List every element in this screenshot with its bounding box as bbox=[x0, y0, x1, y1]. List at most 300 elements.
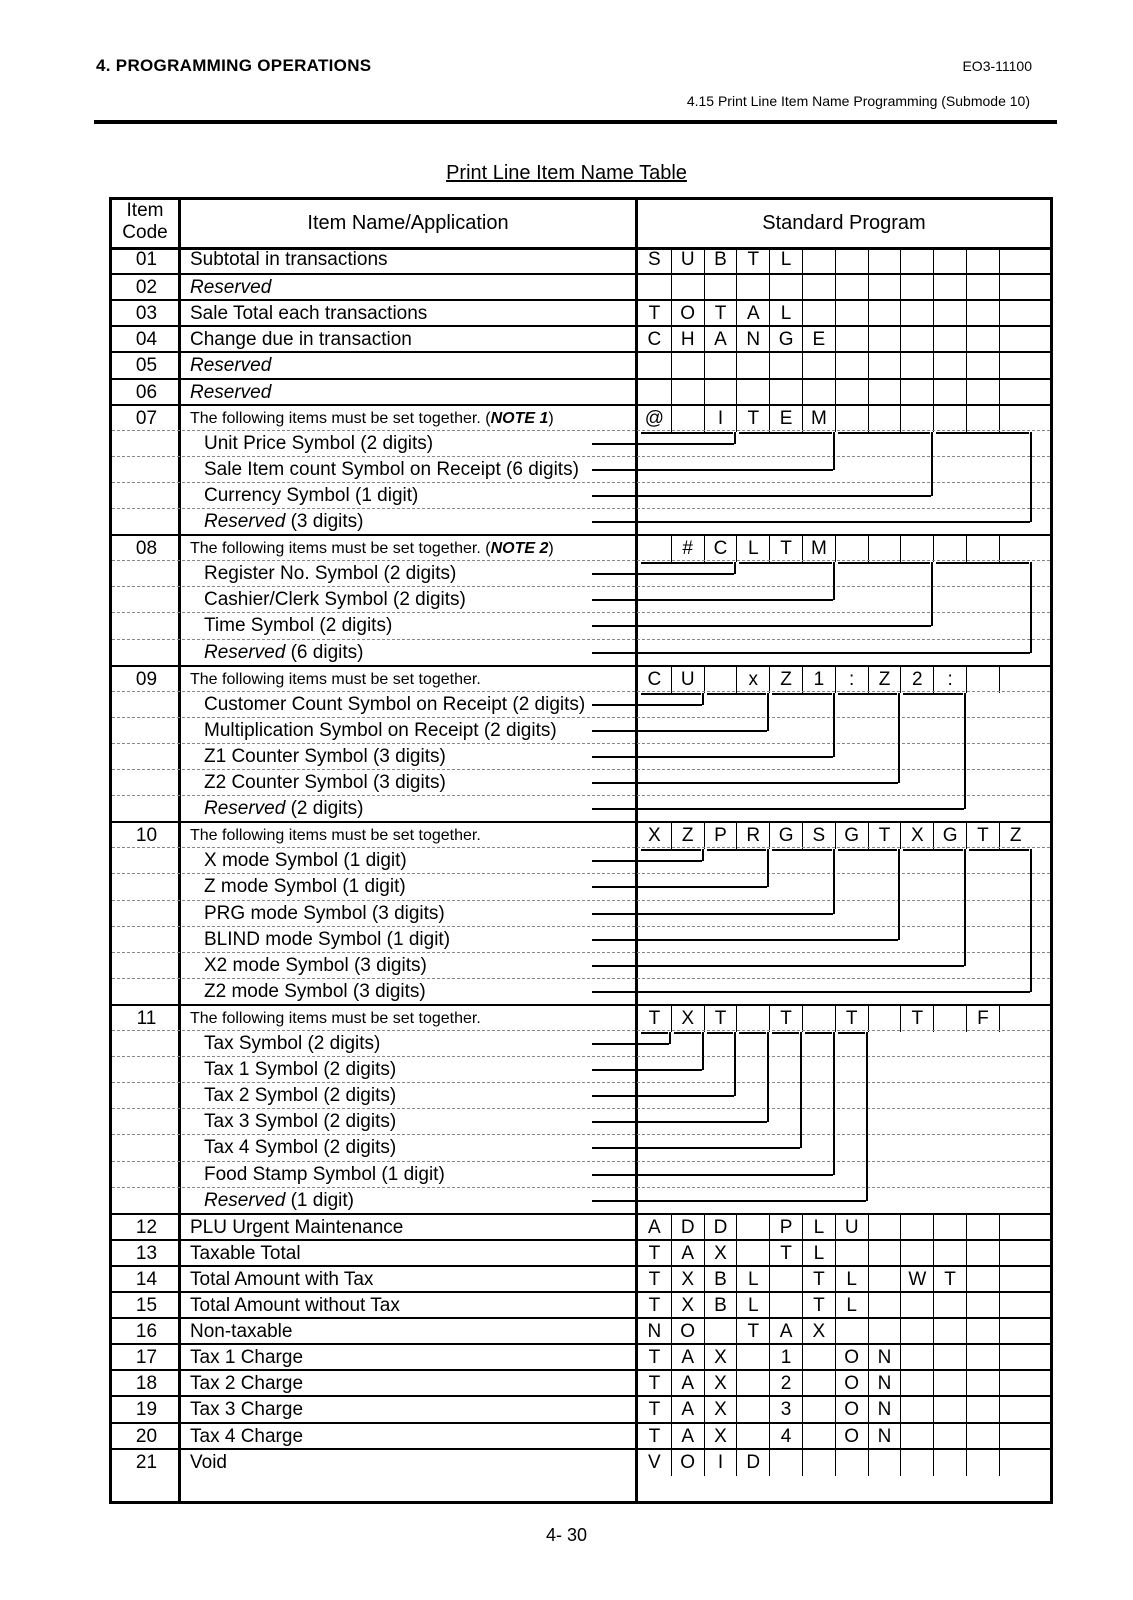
bracket-riser bbox=[833, 1032, 835, 1175]
program-cell: I bbox=[704, 406, 737, 432]
program-cell bbox=[900, 406, 933, 432]
bracket-line bbox=[592, 443, 734, 445]
table-row bbox=[112, 1343, 1050, 1371]
program-cell bbox=[835, 380, 868, 406]
table-row bbox=[112, 1004, 1050, 1032]
table-caption-text: Print Line Item Name Table bbox=[446, 162, 687, 184]
sub-item-row bbox=[112, 1108, 1050, 1135]
program-cell bbox=[802, 1424, 835, 1450]
table-row bbox=[112, 1265, 1050, 1293]
program-cell: T bbox=[769, 536, 802, 562]
program-cell: N bbox=[868, 1424, 901, 1450]
item-code: 03 bbox=[135, 303, 158, 325]
program-cell bbox=[900, 327, 933, 353]
table-row bbox=[112, 299, 1050, 327]
program-cell bbox=[671, 406, 704, 432]
program-cell: I bbox=[704, 1450, 737, 1476]
program-cell bbox=[638, 275, 671, 301]
program-cell: M bbox=[802, 536, 835, 562]
bracket-tick bbox=[936, 562, 1028, 564]
item-name: Void bbox=[190, 1451, 227, 1473]
program-cell bbox=[704, 275, 737, 301]
program-cell bbox=[966, 1397, 999, 1423]
program-cell bbox=[802, 1450, 835, 1476]
item-name: Tax 1 Charge bbox=[190, 1347, 304, 1369]
program-cell bbox=[933, 1424, 966, 1450]
program-cell bbox=[999, 353, 1032, 379]
program-cell bbox=[900, 1215, 933, 1241]
program-cell bbox=[868, 1450, 901, 1476]
program-cell: Z bbox=[671, 823, 704, 849]
sub-item-name: Currency Symbol (1 digit) bbox=[204, 484, 419, 506]
bracket-tick bbox=[641, 432, 733, 434]
item-name bbox=[190, 536, 554, 562]
sub-item-name: Z1 Counter Symbol (3 digits) bbox=[204, 745, 446, 767]
program-cell: T bbox=[704, 1006, 737, 1032]
program-cell: : bbox=[933, 667, 966, 693]
reserved-digits: (6 digits) bbox=[285, 641, 364, 663]
program-cell bbox=[769, 275, 802, 301]
bracket-line bbox=[592, 1095, 734, 1097]
item-code: 06 bbox=[135, 381, 158, 403]
bracket-line bbox=[592, 704, 702, 706]
program-cell bbox=[736, 1424, 769, 1450]
program-cell bbox=[966, 406, 999, 432]
bracket-line bbox=[592, 860, 702, 862]
item-code: 17 bbox=[135, 1347, 158, 1369]
program-cell bbox=[868, 301, 901, 327]
program-cell: T bbox=[769, 1241, 802, 1267]
program-cell bbox=[868, 353, 901, 379]
program-cell: L bbox=[769, 301, 802, 327]
bracket-riser bbox=[734, 1032, 736, 1096]
program-cell bbox=[933, 1215, 966, 1241]
program-cell: O bbox=[835, 1345, 868, 1371]
program-cell bbox=[933, 1450, 966, 1476]
header-item-name: Item Name/Application bbox=[307, 212, 509, 234]
page-number: 4- 30 bbox=[545, 1525, 588, 1545]
program-cell: X bbox=[671, 1006, 704, 1032]
bracket-riser bbox=[931, 562, 933, 626]
program-cell: W bbox=[900, 1267, 933, 1293]
program-cell bbox=[900, 1371, 933, 1397]
program-cell: X bbox=[900, 823, 933, 849]
item-name: Subtotal in transactions bbox=[190, 249, 388, 270]
program-cell bbox=[999, 380, 1032, 406]
sub-item-row bbox=[112, 769, 1050, 796]
item-code: 12 bbox=[135, 1216, 158, 1238]
item-name: Tax 2 Charge bbox=[190, 1373, 304, 1395]
program-cell bbox=[933, 301, 966, 327]
program-cell: L bbox=[736, 536, 769, 562]
program-cell: N bbox=[868, 1345, 901, 1371]
subsection-heading: 4.15 Print Line Item Name Programming (Submode 10) bbox=[686, 93, 1030, 109]
bracket-riser bbox=[931, 432, 933, 496]
program-cell: 1 bbox=[802, 667, 835, 693]
program-cell: Z bbox=[868, 667, 901, 693]
program-cell bbox=[933, 1006, 966, 1032]
program-cell: A bbox=[671, 1424, 704, 1450]
sub-item-name: Sale Item count Symbol on Receipt (6 digits) bbox=[204, 458, 579, 480]
bracket-line bbox=[592, 991, 1030, 993]
program-cell: A bbox=[736, 301, 769, 327]
program-cell bbox=[900, 301, 933, 327]
bracket-line bbox=[592, 756, 833, 758]
bracket-line bbox=[592, 808, 964, 810]
sub-item-name: Customer Count Symbol on Receipt (2 digits) bbox=[204, 693, 586, 715]
program-cell: Z bbox=[769, 667, 802, 693]
program-cell: T bbox=[900, 1006, 933, 1032]
program-cell bbox=[999, 275, 1032, 301]
program-cell bbox=[999, 1006, 1032, 1032]
program-cell bbox=[999, 1345, 1032, 1371]
program-cell bbox=[966, 1215, 999, 1241]
program-cell: O bbox=[835, 1397, 868, 1423]
program-cell bbox=[999, 667, 1032, 693]
bracket-riser bbox=[898, 849, 900, 939]
bracket-riser bbox=[767, 1032, 769, 1122]
bracket-line bbox=[592, 1200, 866, 1202]
bracket-tick bbox=[903, 693, 963, 695]
program-cell bbox=[638, 353, 671, 379]
program-cell bbox=[966, 1345, 999, 1371]
program-cell: D bbox=[704, 1215, 737, 1241]
program-cell bbox=[933, 406, 966, 432]
program-cell bbox=[966, 1424, 999, 1450]
bracket-riser bbox=[702, 849, 704, 861]
sub-item-name: Z2 Counter Symbol (3 digits) bbox=[204, 772, 446, 793]
program-cell bbox=[999, 1267, 1032, 1293]
program-cell bbox=[736, 1397, 769, 1423]
program-cell: T bbox=[648, 1373, 661, 1395]
program-cell bbox=[868, 1215, 901, 1241]
sub-item-name bbox=[204, 509, 363, 535]
program-cell: G bbox=[835, 823, 868, 849]
program-cell: D bbox=[671, 1215, 704, 1241]
item-name: Non-taxable bbox=[190, 1321, 293, 1343]
program-cell: T bbox=[648, 1295, 661, 1316]
bracket-line bbox=[592, 495, 931, 497]
bracket-riser bbox=[767, 849, 769, 887]
program-cell: # bbox=[671, 536, 704, 562]
sub-item-name: Tax Symbol (2 digits) bbox=[204, 1033, 381, 1054]
program-cell bbox=[933, 1293, 966, 1319]
bracket-riser bbox=[767, 693, 769, 731]
program-cell bbox=[999, 1397, 1032, 1423]
item-code: 13 bbox=[135, 1242, 158, 1264]
bracket-tick bbox=[674, 1032, 701, 1034]
item-name: Reserved bbox=[190, 277, 272, 299]
program-cell bbox=[999, 1241, 1032, 1267]
program-cell bbox=[966, 275, 999, 301]
bracket-line bbox=[592, 886, 767, 888]
bracket-line bbox=[592, 1043, 669, 1045]
bracket-tick bbox=[641, 562, 733, 564]
sub-item-row bbox=[112, 1187, 1050, 1214]
program-cell bbox=[933, 275, 966, 301]
sub-item-name: Tax 1 Symbol (2 digits) bbox=[204, 1059, 397, 1081]
item-code: 08 bbox=[135, 538, 158, 560]
table-row bbox=[112, 351, 1050, 379]
program-cell: G bbox=[769, 823, 802, 849]
bracket-line bbox=[592, 1069, 702, 1071]
program-cell: 2 bbox=[900, 667, 933, 693]
reserved-label: Reserved bbox=[204, 641, 286, 663]
program-cell: : bbox=[835, 667, 868, 693]
sub-item-name: PRG mode Symbol (3 digits) bbox=[204, 902, 445, 924]
program-cell: L bbox=[769, 247, 802, 273]
sub-item-name bbox=[204, 640, 363, 666]
bracket-line bbox=[592, 913, 833, 915]
program-cell bbox=[999, 1293, 1032, 1319]
program-cell: T bbox=[736, 247, 769, 273]
bracket-riser bbox=[702, 693, 704, 705]
program-cell: B bbox=[704, 247, 737, 273]
sub-item-name: Register No. Symbol (2 digits) bbox=[204, 563, 457, 585]
program-cell bbox=[802, 1345, 835, 1371]
item-name: PLU Urgent Maintenance bbox=[190, 1216, 404, 1238]
program-cell bbox=[966, 667, 999, 693]
program-cell bbox=[769, 353, 802, 379]
program-cell bbox=[868, 275, 901, 301]
item-name: Sale Total each transactions bbox=[190, 303, 428, 325]
program-cell: X bbox=[648, 825, 661, 847]
item-name-text: ) bbox=[548, 540, 554, 558]
program-cell: 3 bbox=[769, 1397, 802, 1423]
program-cell bbox=[966, 1241, 999, 1267]
program-cell bbox=[966, 380, 999, 406]
program-cell: T bbox=[648, 1399, 661, 1421]
bracket-riser bbox=[964, 693, 966, 809]
program-cell: U bbox=[835, 1215, 868, 1241]
program-cell bbox=[999, 247, 1032, 273]
sub-item-row bbox=[112, 873, 1050, 900]
item-code: 07 bbox=[135, 407, 158, 429]
program-cell bbox=[999, 301, 1032, 327]
program-cell: O bbox=[835, 1424, 868, 1450]
program-cell: S bbox=[648, 249, 661, 270]
program-cell bbox=[933, 536, 966, 562]
program-cell bbox=[704, 380, 737, 406]
bracket-tick bbox=[903, 849, 963, 851]
program-cell: A bbox=[671, 1371, 704, 1397]
program-cell: P bbox=[704, 823, 737, 849]
item-code: 09 bbox=[135, 668, 158, 690]
program-cell bbox=[966, 1267, 999, 1293]
item-name: Tax 3 Charge bbox=[190, 1399, 304, 1421]
item-name: Tax 4 Charge bbox=[190, 1425, 304, 1447]
bracket-tick bbox=[936, 432, 1028, 434]
program-cell: C bbox=[704, 536, 737, 562]
bracket-tick bbox=[838, 693, 898, 695]
program-cell bbox=[769, 1293, 802, 1319]
program-cell: U bbox=[671, 247, 704, 273]
program-cell: S bbox=[802, 823, 835, 849]
program-cell bbox=[802, 247, 835, 273]
program-cell bbox=[835, 353, 868, 379]
program-cell: A bbox=[671, 1345, 704, 1371]
program-cell: T bbox=[868, 823, 901, 849]
program-cell: A bbox=[671, 1397, 704, 1423]
program-cell bbox=[868, 1241, 901, 1267]
bracket-line bbox=[592, 521, 1030, 523]
sub-item-name: Tax 4 Symbol (2 digits) bbox=[204, 1137, 397, 1159]
program-cell: C bbox=[647, 668, 662, 690]
program-cell bbox=[900, 1424, 933, 1450]
program-cell bbox=[999, 536, 1032, 562]
program-cell bbox=[999, 327, 1032, 353]
item-name bbox=[190, 406, 554, 432]
program-cell: G bbox=[769, 327, 802, 353]
program-cell bbox=[900, 1345, 933, 1371]
program-cell: A bbox=[704, 327, 737, 353]
program-cell: L bbox=[736, 1293, 769, 1319]
program-cell bbox=[638, 536, 671, 562]
program-cell bbox=[835, 1241, 868, 1267]
item-code: 16 bbox=[135, 1321, 158, 1343]
item-code: 21 bbox=[135, 1451, 158, 1473]
program-cell bbox=[868, 1267, 901, 1293]
header-rule bbox=[94, 120, 1057, 124]
program-cell: L bbox=[835, 1267, 868, 1293]
bracket-riser bbox=[833, 849, 835, 913]
program-cell bbox=[835, 536, 868, 562]
program-cell bbox=[769, 1450, 802, 1476]
item-code: 20 bbox=[135, 1425, 158, 1447]
program-cell bbox=[900, 1397, 933, 1423]
program-cell bbox=[966, 247, 999, 273]
program-cell: T bbox=[835, 1006, 868, 1032]
bracket-tick bbox=[772, 693, 832, 695]
program-cell bbox=[802, 1006, 835, 1032]
program-cell: T bbox=[736, 1319, 769, 1345]
bracket-line bbox=[592, 573, 734, 575]
bracket-tick bbox=[772, 1032, 799, 1034]
reserved-digits: (2 digits) bbox=[285, 798, 364, 820]
table-row bbox=[112, 1369, 1050, 1397]
bracket-riser bbox=[898, 693, 900, 783]
header-standard-program: Standard Program bbox=[762, 212, 926, 234]
program-cell: 1 bbox=[769, 1345, 802, 1371]
program-cell: O bbox=[671, 301, 704, 327]
program-cell bbox=[933, 1371, 966, 1397]
bracket-tick bbox=[707, 849, 767, 851]
bracket-line bbox=[592, 1174, 833, 1176]
bracket-riser bbox=[1030, 849, 1032, 992]
program-cell bbox=[638, 380, 671, 406]
program-cell bbox=[966, 301, 999, 327]
program-cell bbox=[966, 327, 999, 353]
program-cell: T bbox=[933, 1267, 966, 1293]
program-cell bbox=[900, 1319, 933, 1345]
program-cell bbox=[802, 380, 835, 406]
bracket-riser bbox=[734, 562, 736, 574]
program-cell bbox=[933, 353, 966, 379]
program-cell bbox=[868, 1006, 901, 1032]
table-row bbox=[112, 1213, 1050, 1241]
item-code: 04 bbox=[135, 329, 158, 351]
bracket-riser bbox=[833, 562, 835, 600]
table-row bbox=[112, 378, 1050, 406]
print-line-item-name-table bbox=[109, 197, 1053, 1504]
bracket-line bbox=[592, 625, 931, 627]
program-cell bbox=[835, 247, 868, 273]
sub-item-row bbox=[112, 1082, 1050, 1109]
program-cell bbox=[835, 1450, 868, 1476]
item-name: Reserved bbox=[190, 381, 272, 403]
sub-item-row bbox=[112, 926, 1050, 953]
program-cell bbox=[769, 380, 802, 406]
program-cell bbox=[966, 1293, 999, 1319]
section-heading: 4. PROGRAMMING OPERATIONS bbox=[96, 56, 372, 75]
program-cell bbox=[835, 406, 868, 432]
sub-item-row bbox=[112, 586, 1050, 613]
program-cell bbox=[900, 247, 933, 273]
program-cell: X bbox=[802, 1319, 835, 1345]
bracket-tick bbox=[641, 849, 701, 851]
program-cell: x bbox=[736, 667, 769, 693]
bracket-riser bbox=[1030, 432, 1032, 522]
program-cell bbox=[933, 380, 966, 406]
program-cell bbox=[999, 1319, 1032, 1345]
table-row bbox=[112, 325, 1050, 353]
program-cell bbox=[835, 327, 868, 353]
sub-item-name: Food Stamp Symbol (1 digit) bbox=[204, 1163, 445, 1185]
program-cell: N bbox=[868, 1371, 901, 1397]
program-cell: T bbox=[648, 1425, 661, 1447]
sub-item-row bbox=[112, 743, 1050, 770]
sub-item-row bbox=[112, 900, 1050, 927]
program-cell bbox=[802, 1371, 835, 1397]
program-cell: T bbox=[802, 1293, 835, 1319]
bracket-line bbox=[592, 469, 833, 471]
program-cell: X bbox=[704, 1241, 737, 1267]
program-cell bbox=[900, 353, 933, 379]
table-caption bbox=[0, 162, 1133, 185]
table-row bbox=[112, 534, 1050, 562]
bracket-line bbox=[592, 782, 898, 784]
item-name: The following items must be set together. bbox=[190, 670, 481, 688]
bracket-tick bbox=[969, 849, 1029, 851]
program-cell bbox=[966, 1371, 999, 1397]
program-cell bbox=[933, 1345, 966, 1371]
bracket-line bbox=[592, 939, 898, 941]
bracket-tick bbox=[805, 1032, 832, 1034]
program-cell: N bbox=[868, 1397, 901, 1423]
program-cell bbox=[868, 1319, 901, 1345]
sub-item-name: Multiplication Symbol on Receipt (2 digits) bbox=[204, 719, 557, 741]
program-cell bbox=[802, 275, 835, 301]
bracket-riser bbox=[800, 1032, 802, 1148]
item-code: 05 bbox=[135, 355, 158, 377]
program-cell: T bbox=[648, 1347, 661, 1369]
sub-item-name: Time Symbol (2 digits) bbox=[204, 615, 393, 637]
program-cell: X bbox=[704, 1371, 737, 1397]
bracket-tick bbox=[838, 432, 930, 434]
program-cell bbox=[868, 380, 901, 406]
program-cell bbox=[933, 1319, 966, 1345]
bracket-riser bbox=[702, 1032, 704, 1070]
program-cell bbox=[868, 536, 901, 562]
program-cell bbox=[671, 380, 704, 406]
program-cell: O bbox=[671, 1450, 704, 1476]
sub-item-row bbox=[112, 560, 1050, 587]
item-name: Total Amount with Tax bbox=[190, 1268, 374, 1290]
program-cell: T bbox=[769, 1006, 802, 1032]
table-row bbox=[112, 404, 1050, 432]
bracket-riser bbox=[1030, 562, 1032, 652]
program-cell bbox=[900, 1293, 933, 1319]
